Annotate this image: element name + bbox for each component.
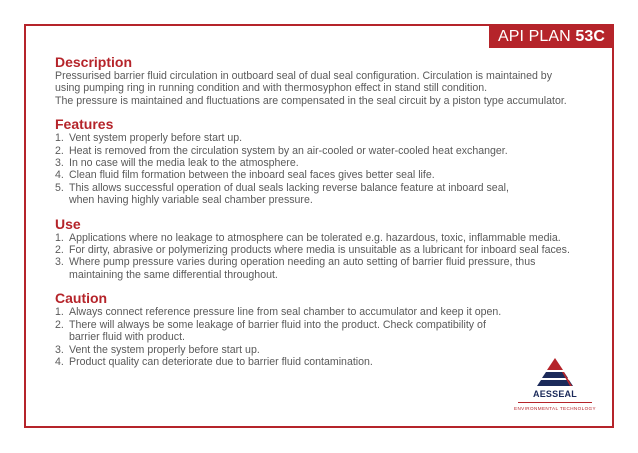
item-text: barrier fluid with product. (69, 331, 185, 344)
description-section (55, 54, 607, 107)
item-number: 2. (55, 244, 64, 257)
item-text: when having highly variable seal chamber pressure. (69, 194, 313, 207)
list-item (55, 132, 607, 144)
description-line: using pumping ring in running condition and with thermosyphon effect in stand still condition. (55, 82, 488, 95)
pyramid-icon (510, 355, 600, 391)
item-number: 1. (55, 306, 64, 319)
plan-badge-prefix: API PLAN (497, 28, 576, 45)
use-heading: Use (55, 215, 81, 232)
list-item (55, 256, 607, 281)
item-text: Vent system properly before start up. (69, 132, 243, 145)
item-number: 4. (55, 355, 64, 368)
item-text: Clean fluid film formation between the inboard seal faces gives better seal life. (69, 169, 435, 182)
item-number: 1. (55, 132, 64, 145)
item-number: 2. (55, 318, 64, 331)
logo-wordmark: AESSEAL (533, 389, 577, 399)
item-text: maintaining the same differential throughout. (69, 268, 278, 281)
item-text: Applications where no leakage to atmosphere can be tolerated e.g. hazardous, toxic, inflammable media. (69, 231, 561, 244)
description-line: Pressurised barrier fluid circulation in outboard seal of dual seal configuration. Circulation is maintained by (55, 70, 552, 82)
logo-divider (518, 402, 592, 403)
item-text: Vent the system properly before start up. (69, 343, 260, 356)
item-number: 3. (55, 157, 64, 170)
list-item (55, 169, 607, 181)
item-number: 3. (55, 256, 64, 269)
logo-tagline: ENVIRONMENTAL TECHNOLOGY (513, 406, 596, 411)
caution-heading: Caution (55, 290, 108, 307)
plan-badge (489, 26, 614, 48)
item-number: 1. (55, 231, 64, 244)
item-text: There will always be some leakage of barrier fluid into the product. Check compatibility of (69, 318, 486, 331)
item-number: 4. (55, 169, 64, 182)
list-item (55, 244, 607, 256)
item-number: 2. (55, 144, 64, 157)
item-text: This allows successful operation of dual seals lacking reverse balance feature at inboard seal, (69, 181, 509, 194)
item-text: Always connect reference pressure line from seal chamber to accumulator and keep it open. (69, 306, 502, 319)
list-item (55, 232, 607, 244)
item-number: 3. (55, 343, 64, 356)
list-item (55, 319, 607, 344)
use-section (55, 216, 607, 282)
features-section (55, 116, 607, 206)
item-text: For dirty, abrasive or polymerizing products where media is unsuitable as a lubricant for inboard seal faces. (69, 244, 570, 257)
list-item (55, 157, 607, 169)
item-text: Product quality can deteriorate due to barrier fluid contamination. (69, 355, 373, 368)
list-item (55, 145, 607, 157)
item-text: Where pump pressure varies during operation needing an auto setting of barrier fluid pressure, thus (69, 256, 536, 269)
use-list (55, 232, 607, 282)
aesseal-logo (510, 355, 600, 421)
item-text: In no case will the media leak to the atmosphere. (69, 157, 299, 170)
plan-badge-code: 53C (575, 28, 605, 45)
description-heading: Description (55, 54, 133, 70)
document-body (55, 54, 607, 377)
list-item (55, 306, 607, 318)
features-heading: Features (55, 116, 114, 133)
item-text: Heat is removed from the circulation system by an air-cooled or water-cooled heat exchanger. (69, 144, 508, 157)
features-list (55, 132, 607, 206)
item-number: 5. (55, 181, 64, 194)
description-line: The pressure is maintained and fluctuations are compensated in the seal circuit by a piston type accumulator. (55, 94, 567, 107)
list-item (55, 182, 607, 207)
